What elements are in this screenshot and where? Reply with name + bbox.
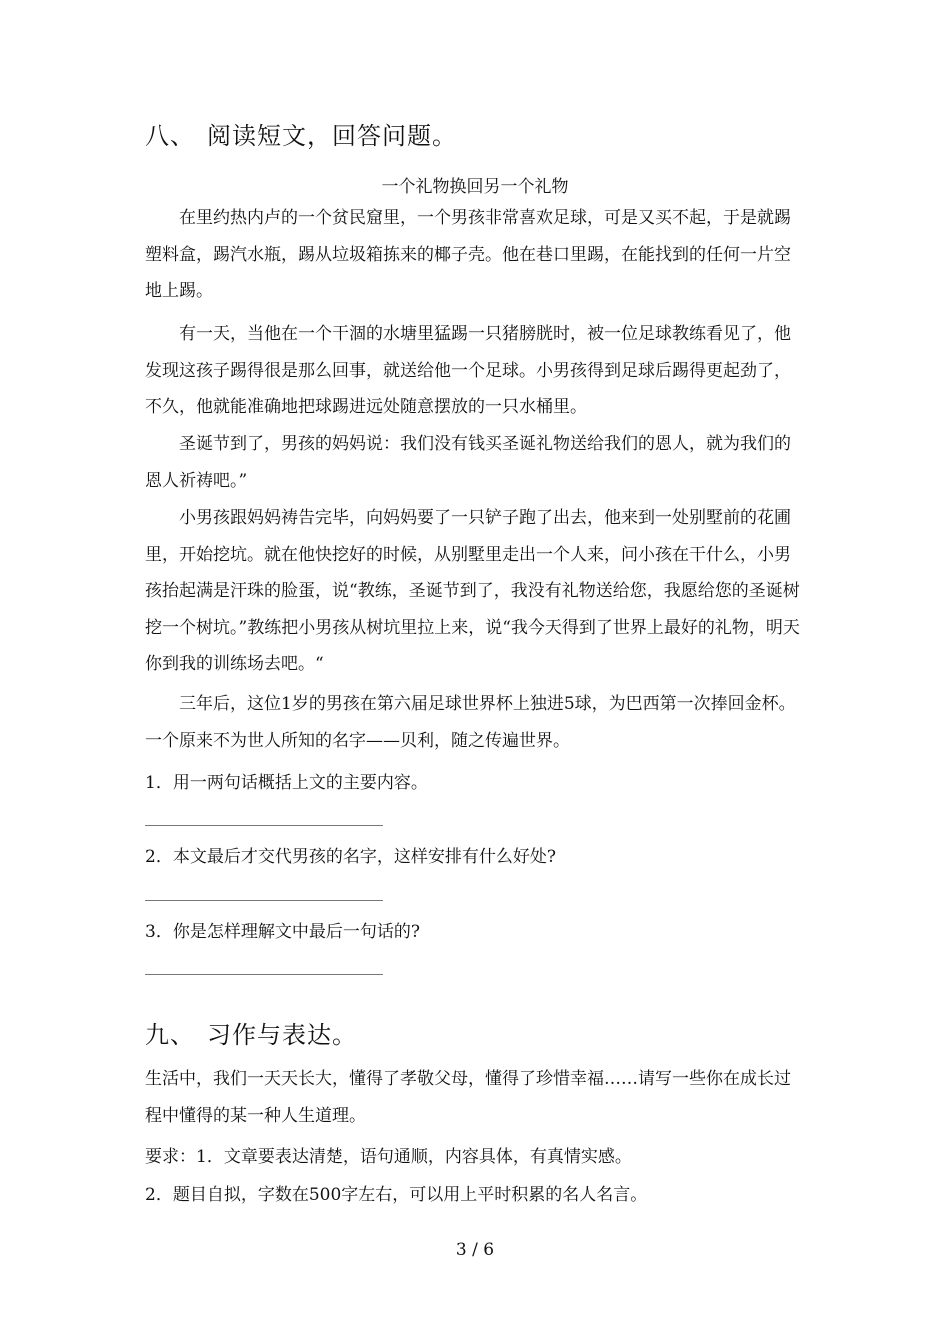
section-9-number: 九、 [145, 1021, 195, 1049]
section-9-heading [145, 1015, 357, 1050]
story-paragraph-3: 圣诞节到了，男孩的妈妈说：我们没有钱买圣诞礼物送给我们的恩人，就为我们的恩人祈祷吧。” [145, 434, 791, 491]
section-8-title: 阅读短文，回答问题。 [207, 122, 457, 150]
answer-line-2[interactable] [145, 900, 383, 901]
requirement-2: 2．题目自拟，字数在500字左右，可以用上平时积累的名人名言。 [145, 1185, 648, 1205]
story-paragraph-4: 小男孩跟妈妈祷告完毕，向妈妈要了一只铲子跑了出去，他来到一处别墅前的花圃里，开始挖坑。就在他快挖好的时候，从别墅里走出一个人来，问小孩在干什么，小男孩抬起满是汗珠的脸蛋，说“教练，圣诞节到了，我没有礼物送给您，我愿给您的圣诞树挖一个树坑。”教练把小男孩从树坑里拉上来，说“我今天得到了世界上最好的礼物，明天你到我的训练场去吧。“ [145, 508, 800, 674]
page-number: 3 / 6 [455, 1240, 495, 1260]
story-paragraph-1: 在里约热内卢的一个贫民窟里，一个男孩非常喜欢足球，可是又买不起，于是就踢塑料盒，踢汽水瓶，踢从垃圾箱拣来的椰子壳。他在巷口里踢，在能找到的任何一片空地上踢。 [145, 208, 791, 301]
story-paragraph-2: 有一天，当他在一个干涸的水塘里猛踢一只猪膀胱时，被一位足球教练看见了，他发现这孩子踢得很是那么回事，就送给他一个足球。小男孩得到足球后踢得更起劲了，不久，他就能准确地把球踢进远处随意摆放的一只水桶里。 [145, 324, 791, 417]
question-2: 2．本文最后才交代男孩的名字，这样安排有什么好处? [145, 847, 556, 867]
section-9-title: 习作与表达。 [207, 1021, 357, 1049]
section-8-heading [145, 116, 457, 151]
question-3: 3．你是怎样理解文中最后一句话的? [145, 922, 420, 942]
section-8-number: 八、 [145, 122, 195, 150]
writing-prompt: 生活中，我们一天天长大，懂得了孝敬父母，懂得了珍惜幸福……请写一些你在成长过程中懂得的某一种人生道理。 [145, 1069, 791, 1126]
question-1: 1．用一两句话概括上文的主要内容。 [145, 773, 428, 793]
requirement-1: 要求：1．文章要表达清楚，语句通顺，内容具体，有真情实感。 [145, 1147, 632, 1167]
answer-line-3[interactable] [145, 974, 383, 975]
story-paragraph-5: 三年后，这位1岁的男孩在第六届足球世界杯上独进5球，为巴西第一次捧回金杯。一个原来不为世人所知的名字——贝利，随之传遍世界。 [145, 694, 796, 751]
story-title: 一个礼物换回另一个礼物 [381, 177, 569, 197]
answer-line-1[interactable] [145, 825, 383, 826]
